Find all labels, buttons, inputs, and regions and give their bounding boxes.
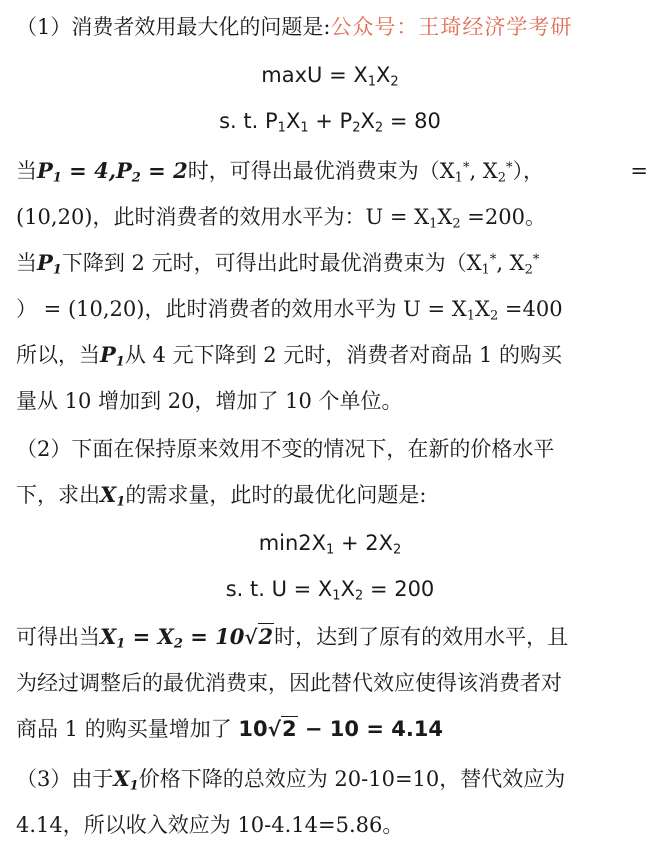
part1-line6: 量从 10 增加到 20，增加了 10 个单位。: [16, 389, 403, 413]
part3-line1: （3）由于$X_1$价格下降的总效应为 20-10=10，替代效应为: [16, 766, 566, 794]
part1-line3: 当$P_1$下降到 2 元时，可得出此时最优消费束为（$X_1^*$, $X_2^*$: [16, 250, 540, 278]
part2-line3: 可得出当$X_1 = X_2 = 10√2$时，达到了原有的效用水平，且: [16, 624, 569, 652]
part2-line5: 商品 1 的购买量增加了 10√2 − 10 = 4.14: [16, 714, 648, 744]
part2-line4: 为经过调整后的最优消费束，因此替代效应使得该消费者对: [16, 671, 562, 695]
part1-line2: (10,20)，此时消费者的效用水平为：$U = X_1X_2 =200$。: [16, 205, 546, 232]
part1-line4: ） = (10,20)，此时消费者的效用水平为 $U = X_1X_2 =400$: [16, 297, 563, 324]
part1-objective: $\max U = X_1X_2$: [261, 63, 399, 90]
part2-constraint: s. t. $U = X_1X_2 = 200$: [225, 577, 435, 604]
watermark: 公众号：王琦经济学考研: [330, 15, 573, 39]
sqrt-symbol: √2: [244, 624, 274, 649]
sqrt-symbol-2: √2: [267, 717, 297, 741]
part2-objective: $\min 2X_1 + 2X_2$: [258, 531, 402, 558]
part1-intro: （1）消费者效用最大化的问题是:: [16, 15, 331, 39]
part2-line1: （2）下面在保持原来效用不变的情况下，在新的价格水平: [16, 437, 555, 461]
part1-line1: 当$P_1 = 4,P_2 = 2$时，可得出最优消费束为（$X_1^*$, $X_2^*$）， =: [16, 158, 648, 186]
part3-line2: 4.14，所以收入效应为 10-4.14=5.86。: [16, 813, 404, 837]
part1-intro-line: [16, 12, 648, 42]
part2-line2: 下，求出$X_1$的需求量，此时的最优化问题是:: [16, 482, 427, 510]
part1-constraint: s. t. $P_1X_1 + P_2X_2 = 80$: [219, 109, 441, 136]
part1-line5: 所以，当$P_1$从 4 元下降到 2 元时，消费者对商品 1 的购买: [16, 342, 562, 370]
